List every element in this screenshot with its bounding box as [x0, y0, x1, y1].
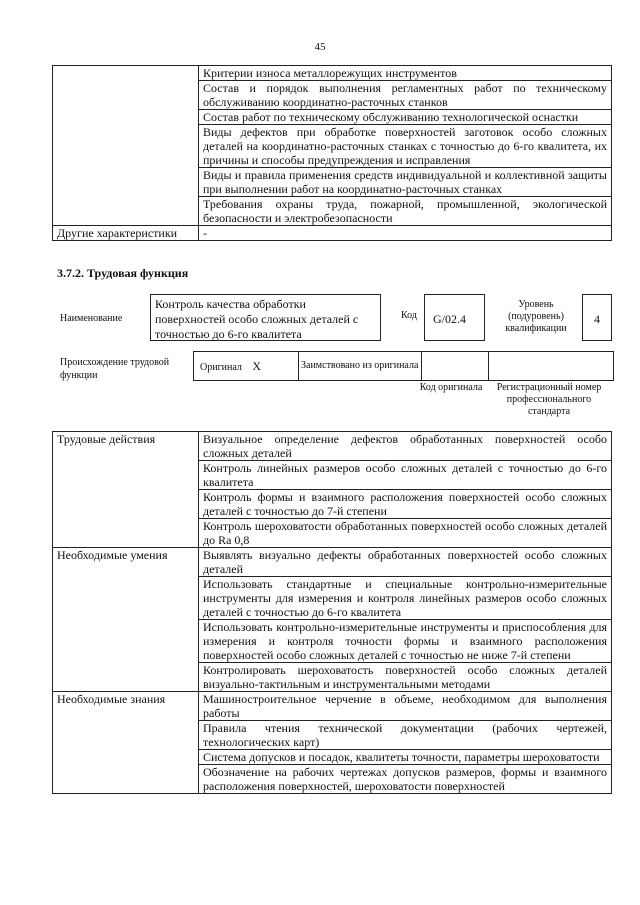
origin-reg-cell [489, 352, 614, 381]
function-code-box: G/02.4 [424, 294, 485, 341]
action-item: Контроль линейных размеров особо сложных деталей с точностью до 6-го квалитета [199, 461, 612, 490]
knowledge-continuation-table [52, 65, 612, 241]
knowledge-item: Состав и порядок выполнения регламентных работ по техническому обслуживанию координатно-расточных станков [199, 81, 612, 110]
action-item: Контроль шероховатости обработанных поверхностей особо сложных деталей до Ra 0,8 [199, 519, 612, 548]
table-row [53, 66, 612, 81]
knowledge-item: Обозначение на рабочих чертежах допусков размеров, формы и взаимного расположения поверхностей, шероховатости поверхностей [199, 765, 612, 794]
code-label: Код [401, 310, 417, 321]
name-label: Наименование [60, 313, 123, 324]
page-number: 45 [314, 41, 326, 53]
actions-label: Трудовые действия [53, 432, 199, 548]
table-row [194, 352, 614, 381]
skill-item: Использовать контрольно-измерительные инструменты и приспособления для измерения и контроля точности формы и взаимного расположения поверхностей особо сложных деталей с точностью не ниже 7-й степени [199, 620, 612, 663]
origin-code-caption: Код оригинала [419, 382, 483, 393]
knowledge-item: Система допусков и посадок, квалитеты точности, параметры шероховатости [199, 750, 612, 765]
origin-table [193, 351, 614, 381]
knowledge-item: Правила чтения технической документации (рабочих чертежей, технологических карт) [199, 721, 612, 750]
action-item: Визуальное определение дефектов обработанных поверхностей особо сложных деталей [199, 432, 612, 461]
function-name-box: Контроль качества обработки поверхностей особо сложных деталей с точностью до 6-го квалитета [150, 294, 381, 341]
knowledge-item: Состав работ по техническому обслуживанию технологической оснастки [199, 110, 612, 125]
skill-item: Выявлять визуально дефекты обработанных поверхностей особо сложных деталей [199, 548, 612, 577]
knowledge-item: Виды дефектов при обработке поверхностей заготовок особо сложных деталей на координатно-расточных станках с точностью до 6-го квалитета, их причины и способы предупреждения и исправления [199, 125, 612, 168]
table-row [53, 692, 612, 721]
section-title: 3.7.2. Трудовая функция [57, 266, 189, 280]
original-label: Оригинал [200, 361, 242, 373]
other-characteristics-value: - [199, 226, 612, 241]
skill-item: Использовать стандартные и специальные контрольно-измерительные инструменты для измерения и контроля линейных размеров особо сложных деталей с точностью до 6-го квалитета [199, 577, 612, 620]
knowledge-item: Требования охраны труда, пожарной, промышленной, экологической безопасности и электробезопасности [199, 197, 612, 226]
table-row [53, 226, 612, 241]
borrowed-label: Заимствовано из оригинала [299, 352, 422, 381]
knowledge-item: Критерии износа металлорежущих инструментов [199, 66, 612, 81]
level-label: Уровень (подуровень) квалификации [505, 299, 567, 334]
table-row [53, 548, 612, 577]
origin-code-cell [422, 352, 489, 381]
action-item: Контроль формы и взаимного расположения поверхностей особо сложных деталей с точностью до 7-й степени [199, 490, 612, 519]
knowledge-item: Машиностроительное черчение в объеме, необходимом для выполнения работы [199, 692, 612, 721]
skill-item: Контролировать шероховатость поверхностей особо сложных деталей визуально-тактильным и инструментальными методами [199, 663, 612, 692]
other-characteristics-label: Другие характеристики [53, 226, 199, 241]
origin-label: Происхождение трудовой функции [60, 357, 170, 381]
origin-reg-caption: Регистрационный номер профессионального стандарта [496, 382, 602, 417]
table-row [53, 432, 612, 461]
origin-original-cell [194, 352, 299, 381]
knowledge-label: Необходимые знания [53, 692, 199, 794]
empty-label-cell [53, 66, 199, 226]
original-mark: X [252, 358, 262, 373]
function-details-table [52, 431, 612, 794]
level-value-box: 4 [582, 294, 612, 341]
knowledge-item: Виды и правила применения средств индивидуальной и коллективной защиты при выполнении работ на координатно-расточных станках [199, 168, 612, 197]
skills-label: Необходимые умения [53, 548, 199, 692]
